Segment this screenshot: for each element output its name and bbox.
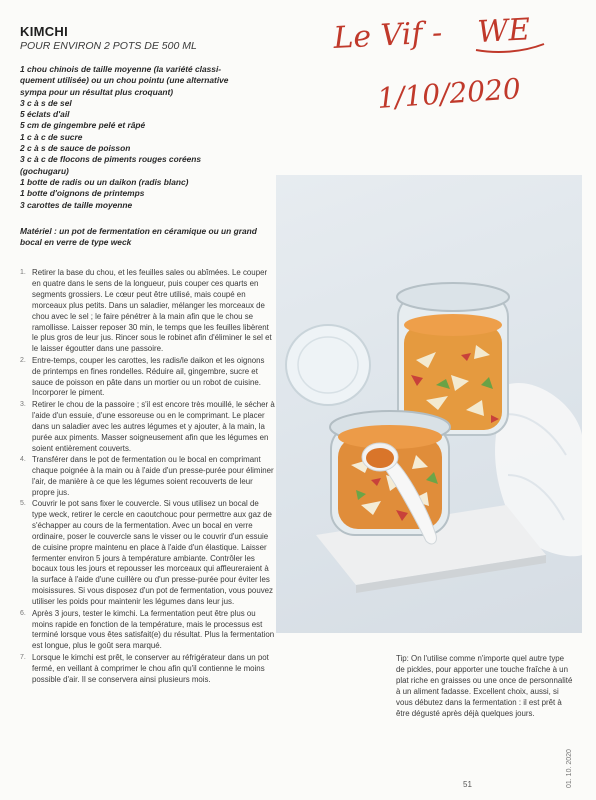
steps-list — [20, 268, 275, 686]
step-number: 6. — [20, 609, 26, 617]
step-item — [20, 609, 275, 653]
ingredient-line: 5 éclats d'ail — [20, 109, 70, 120]
step-number: 2. — [20, 356, 26, 364]
step-item — [20, 499, 275, 608]
kimchi-jars-photo — [276, 175, 582, 633]
photo-illustration — [276, 175, 582, 633]
handwriting-date: 1/10/2020 — [376, 72, 522, 115]
ingredient-line: 3 c à c de flocons de piments rouges coréens — [20, 154, 202, 165]
handwritten-annotation — [328, 4, 578, 134]
tip-text: Tip: On l'utilise comme n'importe quel autre type de pickles, pour apporter une touche fraîche à un plat riche en graisses ou une once de personnalité à un aliment fadasse. Excellent choix, aussi, si vous débutez dans la fermentation : il est prêt à être dégusté après déjà quelques jours. — [396, 654, 573, 718]
step-number: 4. — [20, 455, 26, 463]
ingredient-line: 1 chou chinois de taille moyenne (la variété classi- — [20, 64, 222, 74]
handwriting-line1: Le Vif - — [332, 15, 444, 56]
materiel-text: Matériel : un pot de fermentation en céramique ou un grand bocal en verre de type weck — [20, 226, 257, 248]
ingredient-line: sympa pour un résultat plus croquant) — [20, 86, 174, 97]
page-number: 51 — [463, 780, 472, 789]
step-text: Entre-temps, couper les carottes, les radis/le daikon et les oignons de printemps en fines rondelles. Réduire ail, gingembre, sucre et sauce de poisson en pâte dans un mortier ou un robot de cuisine. Incorporer le piment. — [32, 355, 265, 398]
step-item — [20, 268, 275, 355]
ingredient-line: (gochugaru) — [20, 165, 69, 176]
vertical-date: 01. 10. 2020 — [566, 749, 573, 788]
step-text: Transférer dans le pot de fermentation ou le bocal en comprimant chaque poignée à la main ou à l'aide d'un presse-purée pour éliminer l'air, de manière à ce que les légumes soient recouverts de leur propre jus. — [32, 454, 274, 497]
step-item — [20, 455, 275, 499]
recipe-title: KIMCHI — [20, 24, 69, 39]
step-text: Lorsque le kimchi est prêt, le conserver au réfrigérateur dans un pot fermé, en veillant à comprimer le chou afin qu'il contienne le moins possible d'air. Il se conservera ainsi plusieurs mois. — [32, 652, 269, 684]
handwriting-we: WE — [476, 12, 532, 50]
step-number: 3. — [20, 400, 26, 408]
step-item — [20, 653, 275, 686]
ingredient-line: 3 carottes de taille moyenne — [20, 199, 133, 210]
step-number: 1. — [20, 269, 26, 276]
step-item — [20, 400, 275, 455]
step-item — [20, 356, 275, 400]
step-number: 5. — [20, 500, 26, 508]
ingredients-list — [20, 64, 270, 211]
step-text: Couvrir le pot sans fixer le couvercle. Si vous utilisez un bocal de type weck, retirer le cercle en caoutchouc pour permettre aux gaz de s'échapper au cours de la fermentation. Avec un bocal en verre ordinaire, poser le couvercle sans le visser ou le couvrir d'un essuie de cuisine propre maintenu en place à l'aide d'un élastique. Laisser fermenter environ 5 jours à température ambiante. Contrôler les bocaux tous les jours et repousser les morceaux qui affleureraient à la surface à l'aide d'une cuillère ou d'un presse-purée pour éviter les moisissures. Si vous disposez d'un pot de fermentation, vous pouvez utiliser les poids pour maintenir les légumes dans leur jus. — [32, 499, 273, 607]
step-number: 7. — [20, 653, 26, 661]
ingredient-line: 1 botte d'oignons de printemps — [20, 188, 145, 199]
ingredient-line: 5 cm de gingembre pelé et râpé — [20, 120, 146, 131]
ingredient-line: 3 c à s de sel — [20, 97, 72, 108]
step-text: Retirer le chou de la passoire ; s'il est encore très mouillé, le sécher à l'aide d'un essuie, d'une essoreuse ou en le comprimant. Le placer dans un saladier avec les autres légumes et y ajouter, à la main, la purée aux piments. Masser soigneusement afin que les légumes en soient entièrement couverts. — [32, 399, 275, 453]
recipe-subtitle: POUR ENVIRON 2 POTS DE 500 ML — [20, 40, 197, 52]
step-text: Après 3 jours, tester le kimchi. La fermentation peut être plus ou moins rapide en fonction de la température, mais le processus est terminé lorsque vous êtes satisfait(e) du résultat. Plus la fermentation est longue, plus le goût sera marqué. — [32, 608, 275, 651]
ingredient-line: 2 c à s de sauce de poisson — [20, 143, 131, 154]
ingredient-line: 1 c à c de sucre — [20, 131, 83, 142]
ingredient-line: 1 botte de radis ou un daikon (radis blanc) — [20, 176, 189, 187]
ingredient-line: quement utilisée) ou un chou pointu (une alternative — [20, 75, 229, 86]
step-text: Retirer la base du chou, et les feuilles sales ou abîmées. Le couper en quatre dans le sens de la longueur, puis couper ces quarts en segments grossiers. Le cœur peut être utilisé, mais coupé en morceaux plus petits. Dans un saladier, mélanger les morceaux de chou avec le sel ; le faire pénétrer à la main afin que le chou se ramollisse. Laisser reposer 30 min, le temps que les feuilles libèrent le plus gros de leur jus. Rincer sous le robinet afin d'éliminer le sel et le laisser égoutter dans une passoire. — [32, 268, 272, 354]
